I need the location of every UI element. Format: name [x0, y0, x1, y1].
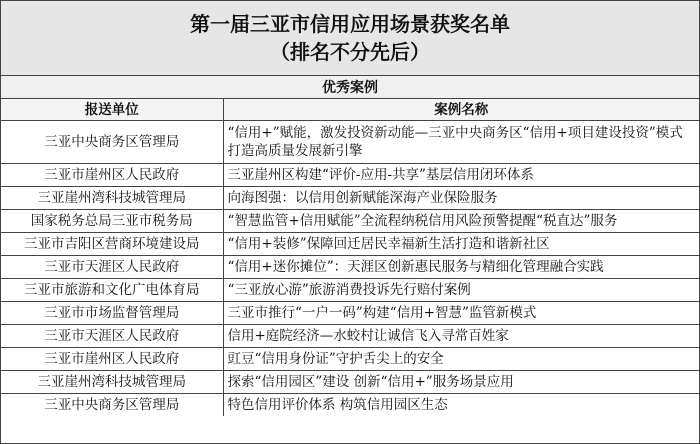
table-row	[1, 348, 699, 371]
case-name-cell: 探索“信用园区”建设 创新“信用+”服务场景应用	[223, 371, 699, 394]
submitting-unit-cell: 三亚崖州湾科技城管理局	[1, 371, 223, 394]
award-table	[1, 99, 699, 416]
case-name-cell: “三亚放心游”旅游消费投诉先行赔付案例	[223, 279, 699, 302]
table-row	[1, 164, 699, 187]
submitting-unit-cell: 三亚中央商务区管理局	[1, 394, 223, 417]
section-heading: 优秀案例	[1, 76, 699, 99]
case-name-cell: “信用+迷你摊位”：天涯区创新惠民服务与精细化管理融合实践	[223, 256, 699, 279]
case-name-cell: “信用+”赋能，激发投资新动能—三亚中央商务区“信用+项目建设投资”模式打造高质量发展新引擎	[223, 121, 699, 164]
case-name-cell: 特色信用评价体系 构筑信用园区生态	[227, 397, 448, 413]
case-name-cell: “信用+装修”保障回迁居民幸福新生活打造和谐新社区	[223, 233, 699, 256]
document-subtitle: （排名不分先后）	[270, 40, 430, 64]
submitting-unit-cell: 三亚市市场监督管理局	[1, 302, 223, 325]
case-name-cell: 三亚崖州区构建“评价-应用-共享”基层信用闭环体系	[223, 164, 699, 187]
table-header-row	[1, 99, 699, 121]
case-name-cell: “智慧监管+信用赋能”全流程纳税信用风险预警提醒“税直达”服务	[223, 210, 699, 233]
case-name-cell: 豇豆“信用身份证”守护舌尖上的安全	[223, 348, 699, 371]
submitting-unit-cell: 三亚市旅游和文化广电体育局	[1, 279, 223, 302]
submitting-unit-cell: 三亚市崖州区人民政府	[1, 164, 223, 187]
case-name-cell: 信用+庭院经济—水蛟村让诚信飞入寻常百姓家	[223, 325, 699, 348]
table-row	[1, 256, 699, 279]
submitting-unit-cell: 国家税务总局三亚市税务局	[1, 210, 223, 233]
table-row	[1, 325, 699, 348]
submitting-unit-cell: 三亚市天涯区人民政府	[1, 256, 223, 279]
case-name-cell: 向海图强：以信用创新赋能深海产业保险服务	[223, 187, 699, 210]
table-row	[1, 210, 699, 233]
table-row	[1, 233, 699, 256]
table-row	[1, 121, 699, 164]
column-header-unit: 报送单位	[1, 99, 223, 121]
table-row	[1, 394, 699, 417]
table-row	[1, 279, 699, 302]
document-title: 第一届三亚市信用应用场景获奖名单	[190, 12, 510, 36]
submitting-unit-cell: 三亚中央商务区管理局	[1, 121, 223, 164]
submitting-unit-cell: 三亚市天涯区人民政府	[1, 325, 223, 348]
submitting-unit-cell: 三亚市崖州区人民政府	[1, 348, 223, 371]
table-row	[1, 302, 699, 325]
table-row	[1, 371, 699, 394]
title-block	[1, 1, 699, 76]
case-name-cell: 三亚市推行“一户一码”构建“信用+智慧”监管新模式	[223, 302, 699, 325]
table-row	[1, 187, 699, 210]
column-header-case: 案例名称	[223, 99, 699, 121]
submitting-unit-cell: 三亚崖州湾科技城管理局	[1, 187, 223, 210]
submitting-unit-cell: 三亚市吉阳区营商环境建设局	[1, 233, 223, 256]
